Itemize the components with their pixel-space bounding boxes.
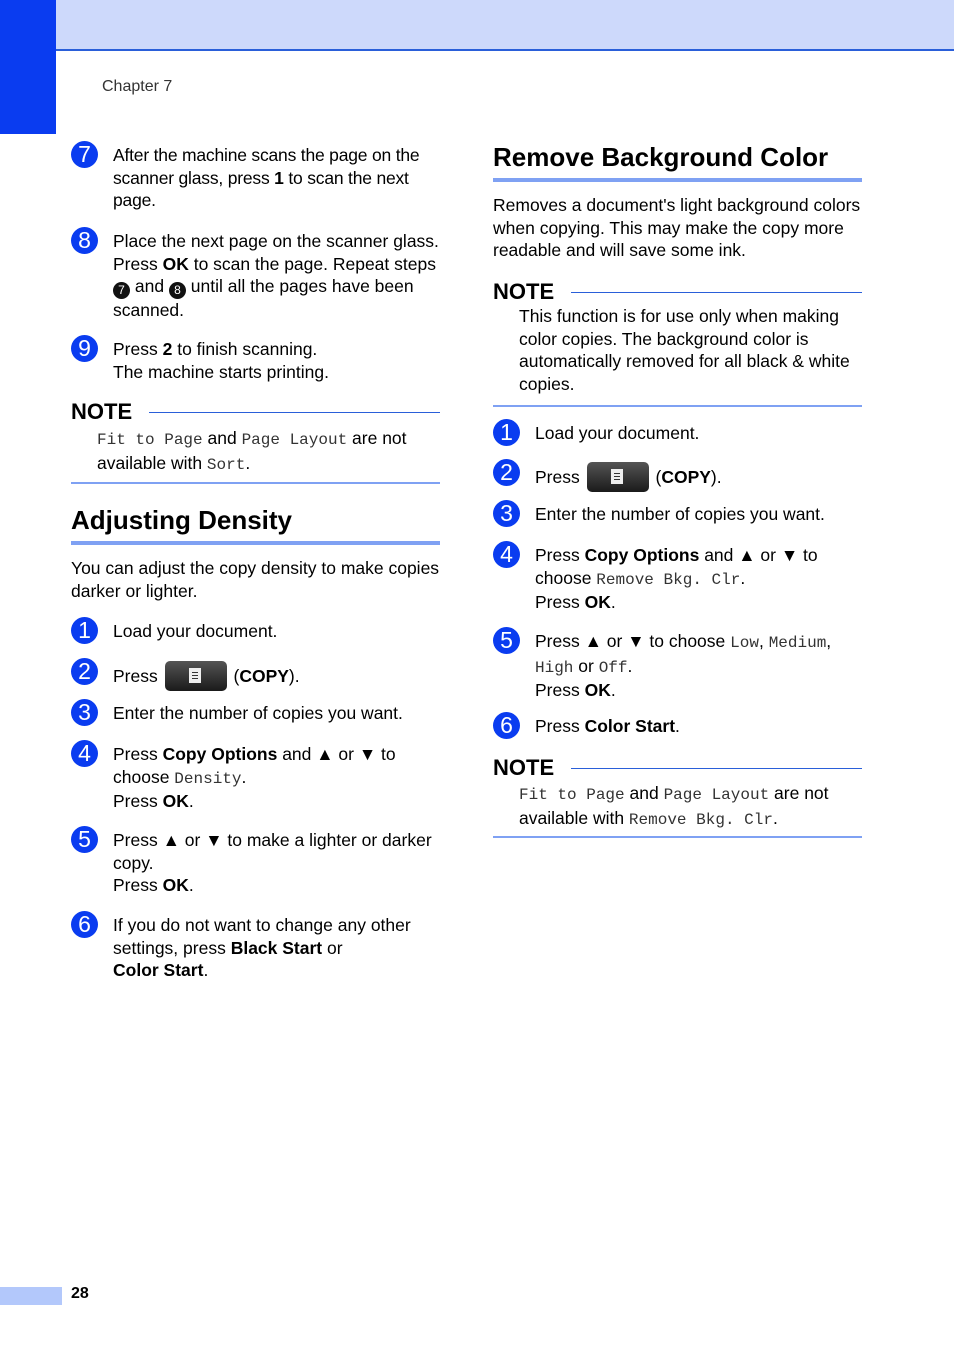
step-number: 6 bbox=[493, 712, 520, 739]
note-heading: NOTE bbox=[493, 755, 555, 780]
step-text: Press 2 to finish scanning. The machine starts printing. bbox=[113, 339, 329, 382]
step-number: 3 bbox=[71, 699, 98, 726]
section-title: Remove Background Color bbox=[493, 142, 829, 172]
step-text: If you do not want to change any other settings, press Black Start or Color Start. bbox=[113, 915, 411, 980]
section-intro: Removes a document's light background colors when copying. This may make the copy more readable and will save some ink. bbox=[493, 195, 861, 260]
step-number: 1 bbox=[493, 419, 520, 446]
section-title: Adjusting Density bbox=[71, 505, 293, 535]
note-heading: NOTE bbox=[493, 279, 555, 304]
note-heading: NOTE bbox=[71, 399, 133, 424]
step-number: 2 bbox=[71, 658, 98, 685]
copy-button-icon bbox=[587, 462, 649, 492]
step-text: Load your document. bbox=[113, 621, 278, 641]
step-number: 6 bbox=[71, 911, 98, 938]
step-text: Press Copy Options and ▲ or ▼ to choose Density. Press OK. bbox=[113, 744, 396, 811]
chapter-label: Chapter 7 bbox=[102, 78, 173, 95]
note-bottom-rule bbox=[493, 836, 862, 838]
step-number: 1 bbox=[71, 617, 98, 644]
note-bottom-rule bbox=[71, 482, 440, 484]
note-rule bbox=[571, 768, 862, 769]
header-bar bbox=[0, 0, 954, 51]
note-body: Fit to Page and Page Layout are not available with Remove Bkg. Clr. bbox=[519, 783, 829, 829]
step-text: Enter the number of copies you want. bbox=[535, 504, 825, 524]
step-number: 5 bbox=[493, 627, 520, 654]
note-rule bbox=[149, 412, 440, 413]
step-number: 4 bbox=[493, 541, 520, 568]
chapter-tab bbox=[0, 0, 56, 134]
step-text: Load your document. bbox=[535, 423, 700, 443]
note-bottom-rule bbox=[493, 405, 862, 407]
step-number: 8 bbox=[71, 227, 98, 254]
note-body: This function is for use only when making color copies. The background color is automatically removed for all black & white copies. bbox=[519, 306, 850, 394]
note-body: Fit to Page and Page Layout are not available with Sort. bbox=[97, 428, 407, 474]
step-text: Place the next page on the scanner glass. Press OK to scan the page. Repeat steps 7 and 8 until all the pages have been scanned. bbox=[113, 231, 439, 320]
step-text: Enter the number of copies you want. bbox=[113, 703, 403, 723]
step-number: 5 bbox=[71, 826, 98, 853]
step-number: 2 bbox=[493, 459, 520, 486]
step-ref-8: 8 bbox=[169, 282, 186, 299]
step-text: Press ▲ or ▼ to make a lighter or darker copy. Press OK. bbox=[113, 830, 432, 895]
page-number: 28 bbox=[71, 1285, 89, 1302]
step-text: Press Color Start. bbox=[535, 716, 680, 736]
step-number: 9 bbox=[71, 335, 98, 362]
section-intro: You can adjust the copy density to make copies darker or lighter. bbox=[71, 558, 440, 601]
section-rule bbox=[493, 178, 862, 182]
copy-button-icon bbox=[165, 661, 227, 691]
section-rule bbox=[71, 541, 440, 545]
page-number-bar bbox=[0, 1287, 62, 1305]
step-text: Press Copy Options and ▲ or ▼ to choose Remove Bkg. Clr. Press OK. bbox=[535, 545, 818, 612]
step-ref-7: 7 bbox=[113, 282, 130, 299]
note-rule bbox=[571, 292, 862, 293]
step-number: 4 bbox=[71, 740, 98, 767]
step-number: 3 bbox=[493, 500, 520, 527]
step-text: Press (COPY). bbox=[113, 661, 443, 691]
step-text: Press (COPY). bbox=[535, 462, 865, 492]
step-text: Press ▲ or ▼ to choose Low, Medium, High or Off. Press OK. bbox=[535, 631, 832, 700]
step-number: 7 bbox=[71, 141, 98, 168]
step-text: After the machine scans the page on the scanner glass, press 1 to scan the next page. bbox=[113, 145, 420, 210]
